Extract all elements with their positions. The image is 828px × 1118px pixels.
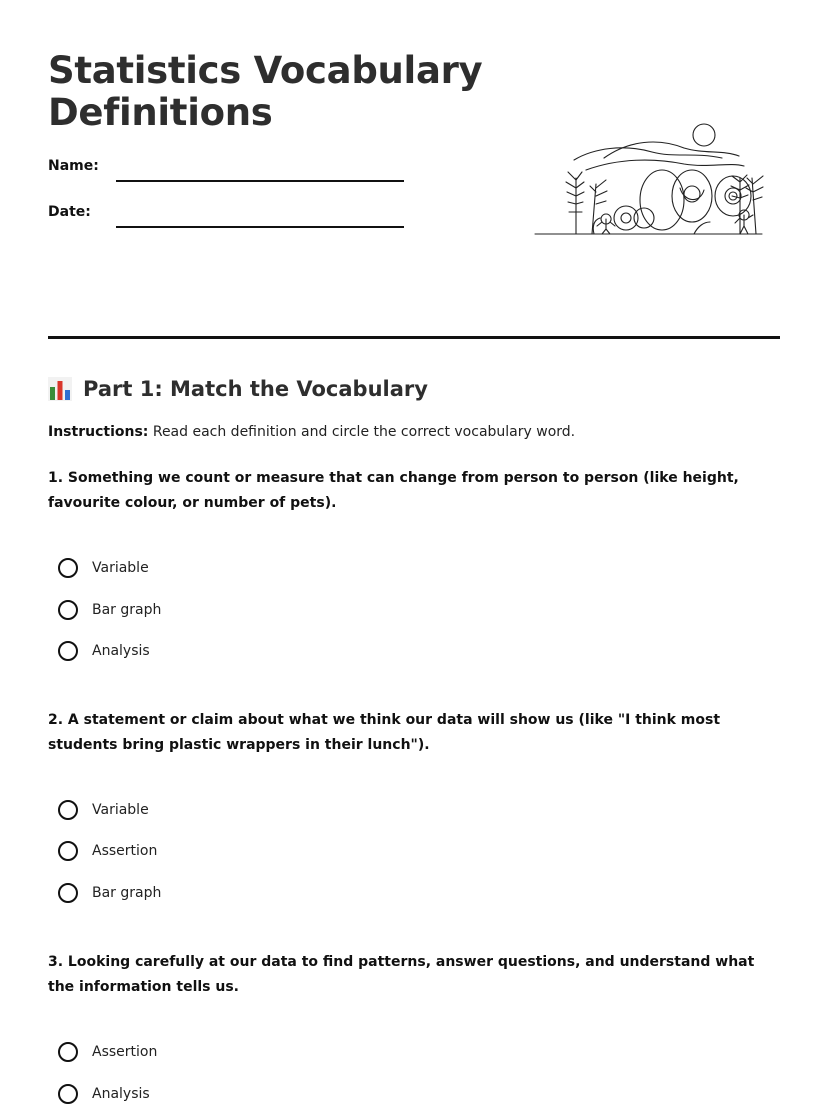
radio-circle-icon[interactable]	[58, 841, 78, 861]
instructions-text: Read each definition and circle the correct vocabulary word.	[148, 424, 576, 440]
section-divider	[48, 336, 780, 339]
name-field[interactable]	[48, 158, 408, 182]
radio-circle-icon[interactable]	[58, 1084, 78, 1104]
instructions	[48, 424, 575, 440]
q2-option-bar-graph[interactable]	[58, 881, 161, 905]
radio-circle-icon[interactable]	[58, 883, 78, 903]
radio-circle-icon[interactable]	[58, 558, 78, 578]
option-label: Variable	[92, 560, 149, 576]
q1-option-analysis[interactable]	[58, 639, 150, 663]
name-write-line[interactable]	[116, 180, 404, 182]
date-field[interactable]	[48, 204, 408, 228]
question-1-text: 1. Something we count or measure that can change from person to person (like height, favourite colour, or number of pets).	[48, 470, 739, 511]
radio-circle-icon[interactable]	[58, 1042, 78, 1062]
name-label: Name:	[48, 158, 99, 174]
option-label: Analysis	[92, 643, 150, 659]
kiwi-landscape-illustration	[534, 118, 764, 240]
date-write-line[interactable]	[116, 226, 404, 228]
page-title: Statistics Vocabulary Definitions	[48, 49, 483, 134]
option-label: Variable	[92, 802, 149, 818]
instructions-label: Instructions:	[48, 424, 149, 440]
radio-circle-icon[interactable]	[58, 600, 78, 620]
option-label: Bar graph	[92, 885, 162, 901]
q2-option-variable[interactable]	[58, 798, 149, 822]
radio-circle-icon[interactable]	[58, 641, 78, 661]
q2-option-assertion[interactable]	[58, 839, 157, 863]
bar-chart-icon	[48, 377, 72, 401]
option-label: Assertion	[92, 843, 158, 859]
part1-heading	[48, 374, 428, 404]
radio-circle-icon[interactable]	[58, 800, 78, 820]
q1-option-variable[interactable]	[58, 556, 149, 580]
q1-option-bar-graph[interactable]	[58, 598, 161, 622]
option-label: Assertion	[92, 1044, 158, 1060]
question-2-text: 2. A statement or claim about what we think our data will show us (like "I think most students bring plastic wrappers in their lunch").	[48, 712, 721, 753]
option-label: Bar graph	[92, 602, 162, 618]
question-3-text: 3. Looking carefully at our data to find patterns, answer questions, and understand what the information tells us.	[48, 954, 755, 995]
date-label: Date:	[48, 204, 91, 220]
q3-option-analysis[interactable]	[58, 1082, 150, 1106]
part1-title: Part 1: Match the Vocabulary	[83, 377, 428, 401]
q3-option-assertion[interactable]	[58, 1040, 157, 1064]
option-label: Analysis	[92, 1086, 150, 1102]
